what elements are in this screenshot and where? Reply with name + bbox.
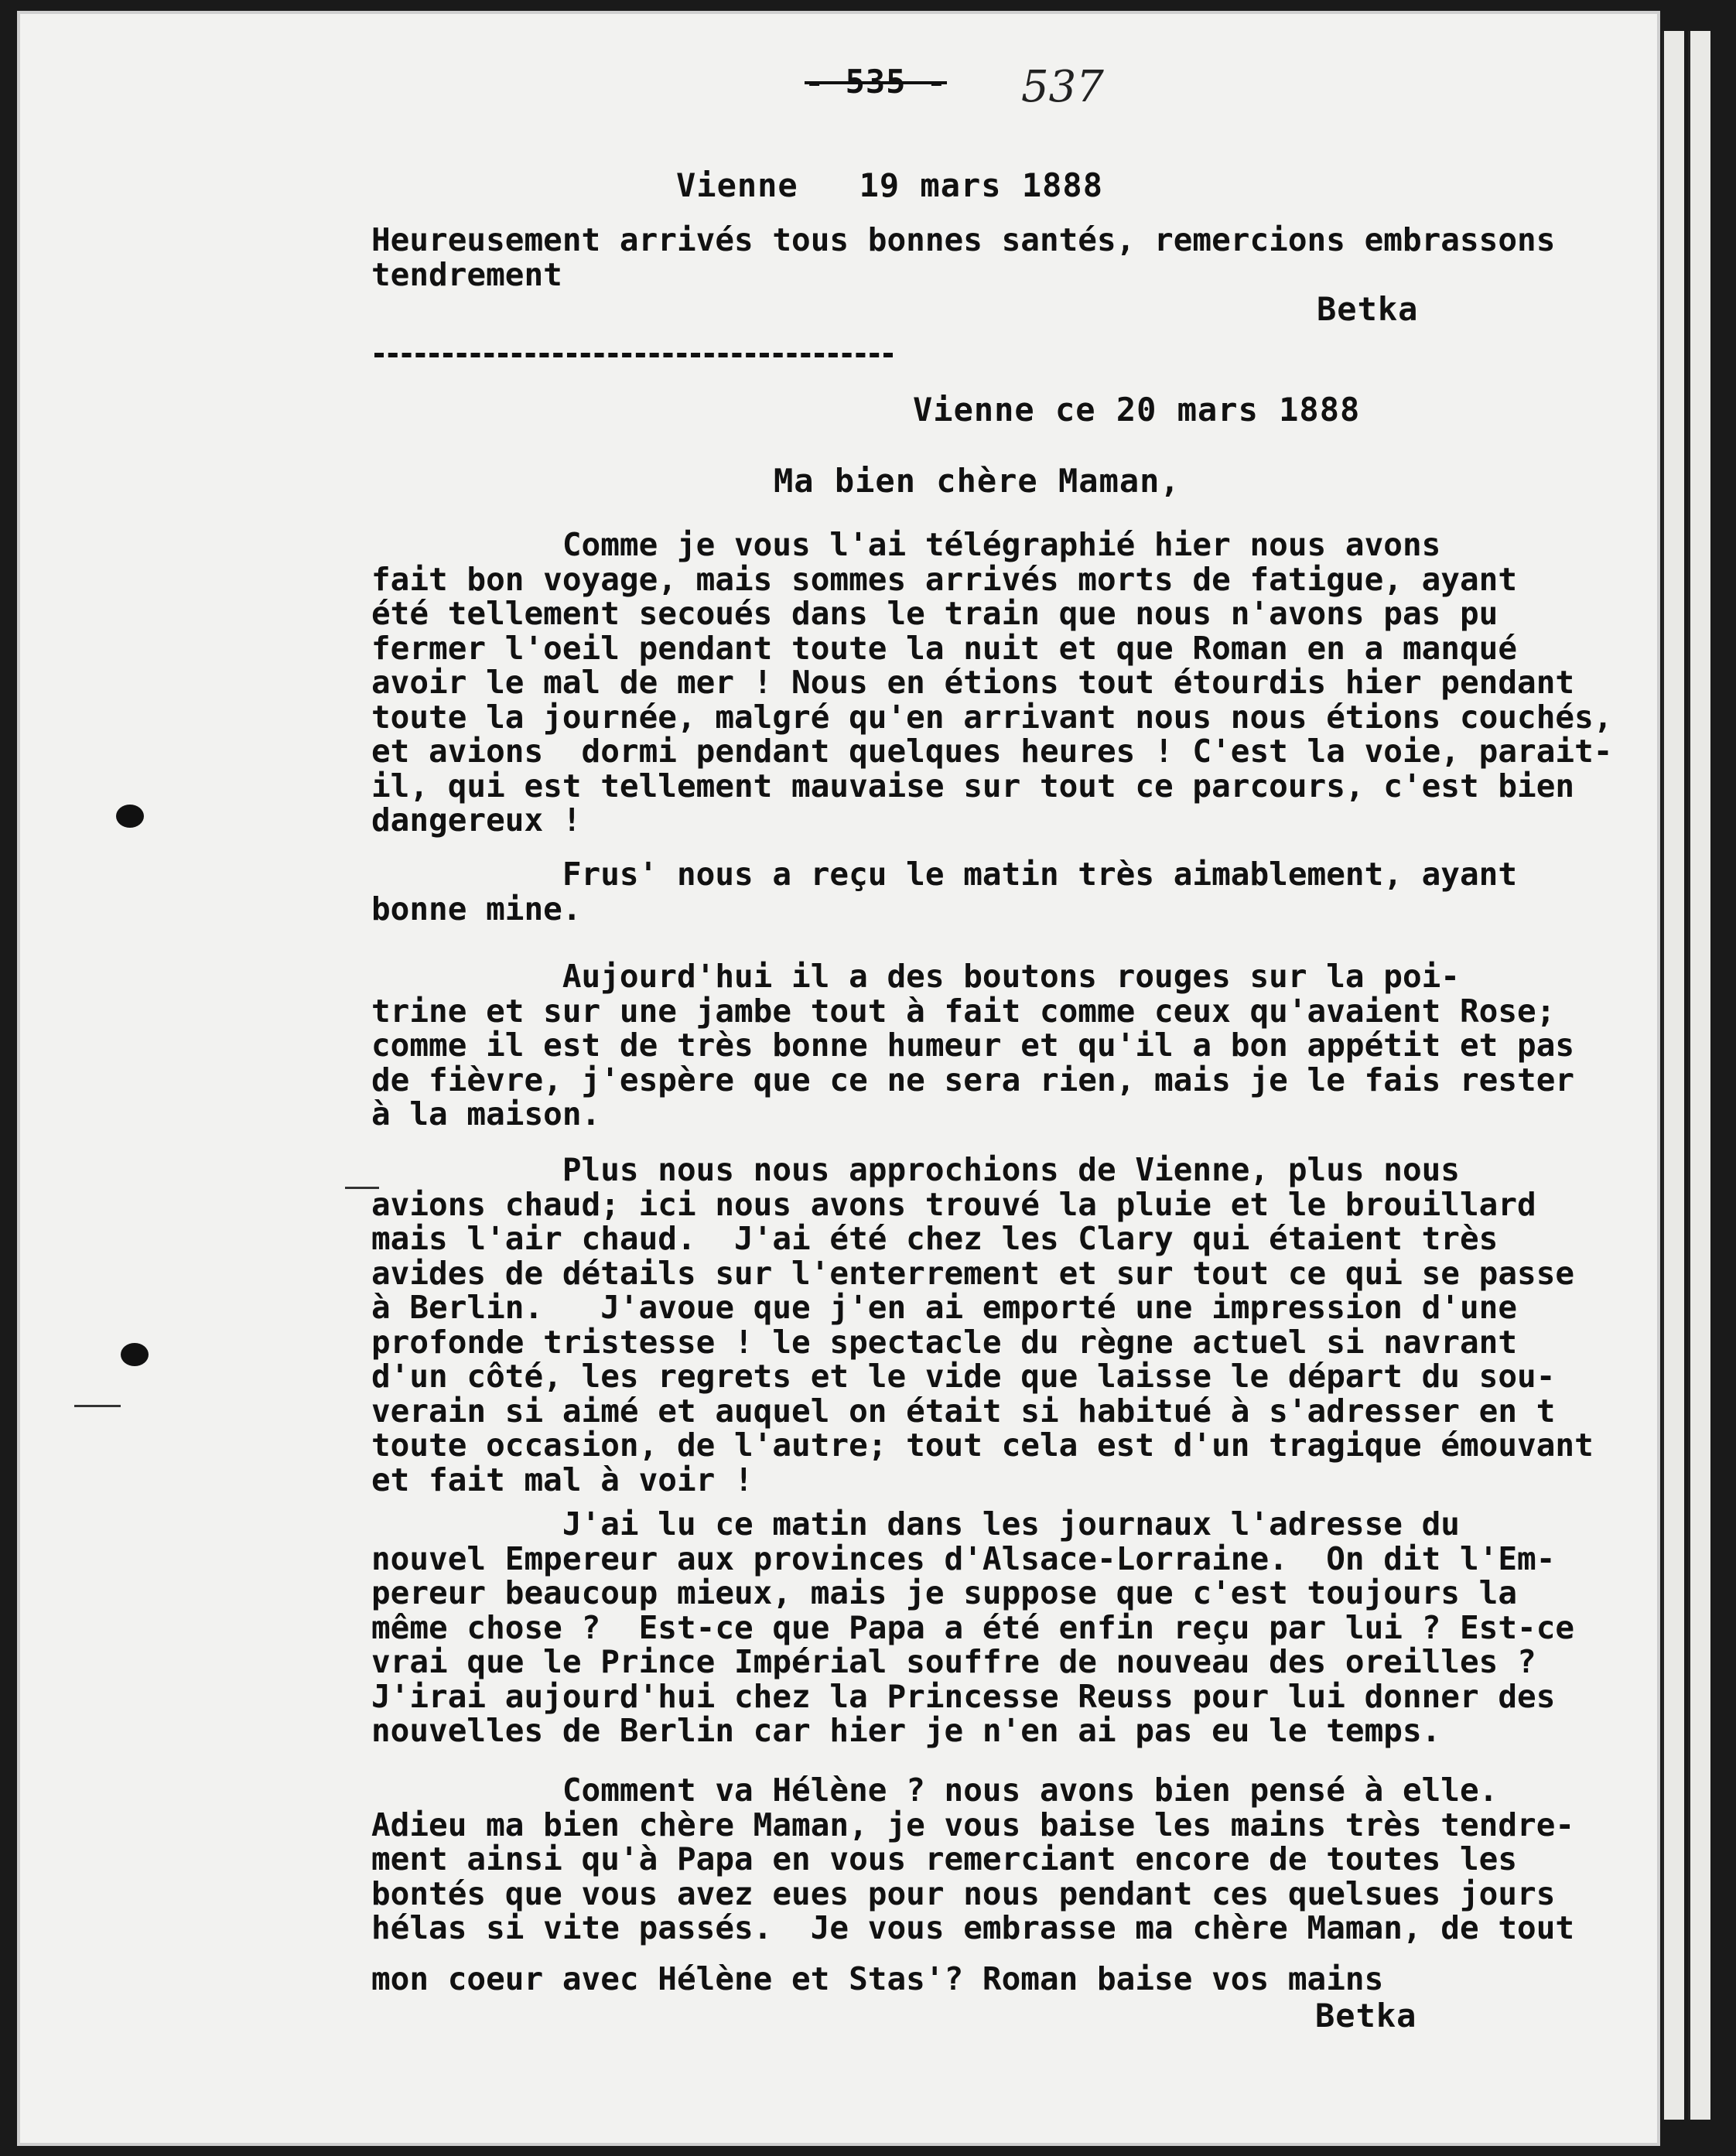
text-line: dangereux ! xyxy=(371,801,582,839)
page-edge xyxy=(1662,31,1684,2120)
text-line: Aujourd'hui il a des boutons rouges sur la poi- xyxy=(371,958,1460,995)
telegram-place-date: Vienne 19 mars 1888 xyxy=(676,166,1104,204)
telegram-signature: Betka xyxy=(1317,290,1419,328)
text-line: profonde tristesse ! le spectacle du règne actuel si navrant xyxy=(371,1323,1518,1361)
text-line: bonne mine. xyxy=(371,890,582,928)
text-line: d'un côté, les regrets et le vide que laisse le départ du sou- xyxy=(371,1358,1556,1395)
letter-salutation: Ma bien chère Maman, xyxy=(774,462,1181,500)
letter-paragraph xyxy=(371,959,1640,1132)
text-line: nouvelles de Berlin car hier je n'en ai pas eu le temps. xyxy=(371,1712,1441,1749)
page-edge xyxy=(1688,31,1710,2120)
letter-paragraph xyxy=(371,1962,1640,1997)
text-line: Frus' nous a reçu le matin très aimablement, ayant xyxy=(371,856,1518,893)
text-line: et avions dormi pendant quelques heures ! C'est la voie, parait- xyxy=(371,733,1613,770)
text-line: verain si aimé et auquel on était si habitué à s'adresser en t xyxy=(371,1392,1556,1430)
telegram-line: tendrement xyxy=(371,255,562,293)
section-divider xyxy=(374,353,893,357)
text-line: pereur beaucoup mieux, mais je suppose que c'est toujours la xyxy=(371,1574,1518,1611)
telegram-line: Heureusement arrivés tous bonnes santés, remercions embrassons xyxy=(371,221,1556,258)
text-line: avoir le mal de mer ! Nous en étions tout étourdis hier pendant xyxy=(371,664,1575,701)
text-line: bontés que vous avez eues pour nous pendant ces quelsues jours xyxy=(371,1874,1556,1912)
letter-paragraph xyxy=(371,1773,1640,1946)
text-line: ment ainsi qu'à Papa en vous remerciant encore de toutes les xyxy=(371,1840,1518,1878)
page-number: - 535 - xyxy=(805,63,948,101)
letter-paragraph xyxy=(371,857,1640,926)
text-line: à la maison. xyxy=(371,1095,601,1133)
letter-paragraph xyxy=(371,1153,1640,1497)
text-line: fermer l'oeil pendant toute la nuit et que Roman en a manqué xyxy=(371,629,1518,667)
text-line: fait bon voyage, mais sommes arrivés morts de fatigue, ayant xyxy=(371,560,1518,598)
text-line: toute occasion, de l'autre; tout cela est d'un tragique émouvant xyxy=(371,1427,1594,1464)
text-line: Adieu ma bien chère Maman, je vous baise les mains très tendre- xyxy=(371,1806,1575,1843)
text-line: avions chaud; ici nous avons trouvé la pluie et le brouillard xyxy=(371,1185,1536,1223)
text-line: J'ai lu ce matin dans les journaux l'adresse du xyxy=(371,1505,1460,1543)
text-line: comme il est de très bonne humeur et qu'il a bon appétit et pas xyxy=(371,1027,1575,1064)
text-line: même chose ? Est-ce que Papa a été enfin reçu par lui ? Est-ce xyxy=(371,1608,1575,1646)
text-line: toute la journée, malgré qu'en arrivant nous nous étions couchés, xyxy=(371,698,1613,736)
text-line: vrai que le Prince Impérial souffre de nouveau des oreilles ? xyxy=(371,1643,1536,1680)
text-line: Comme je vous l'ai télégraphié hier nous avons xyxy=(371,526,1441,563)
text-line: à Berlin. J'avoue que j'en ai emporté une impression d'une xyxy=(371,1289,1518,1326)
telegram-text xyxy=(371,223,1640,292)
text-line: il, qui est tellement mauvaise sur tout ce parcours, c'est bien xyxy=(371,767,1575,805)
text-line: hélas si vite passés. Je vous embrasse ma chère Maman, de tout xyxy=(371,1909,1575,1946)
handwritten-page-number: 537 xyxy=(1021,62,1104,112)
text-line: Plus nous nous approchions de Vienne, plus nous xyxy=(371,1151,1460,1188)
margin-mark xyxy=(74,1405,121,1407)
letter-place-date: Vienne ce 20 mars 1888 xyxy=(913,391,1361,429)
text-line: et fait mal à voir ! xyxy=(371,1461,754,1498)
letter-paragraph xyxy=(371,528,1640,838)
text-line: mon coeur avec Hélène et Stas'? Roman baise vos mains xyxy=(371,1960,1384,1997)
punch-hole xyxy=(116,805,144,828)
text-line: Comment va Hélène ? nous avons bien pensé à elle. xyxy=(371,1772,1498,1809)
letter-signature: Betka xyxy=(1315,1997,1417,2035)
text-line: mais l'air chaud. J'ai été chez les Clary qui étaient très xyxy=(371,1220,1498,1257)
punch-hole xyxy=(121,1343,149,1366)
text-line: de fièvre, j'espère que ce ne sera rien, mais je le fais rester xyxy=(371,1061,1575,1099)
text-line: été tellement secoués dans le train que nous n'avons pas pu xyxy=(371,595,1498,632)
text-line: avides de détails sur l'enterrement et sur tout ce qui se passe xyxy=(371,1254,1575,1292)
text-line: J'irai aujourd'hui chez la Princesse Reuss pour lui donner des xyxy=(371,1677,1556,1715)
text-line: nouvel Empereur aux provinces d'Alsace-Lorraine. On dit l'Em- xyxy=(371,1539,1556,1577)
text-line: trine et sur une jambe tout à fait comme ceux qu'avaient Rose; xyxy=(371,992,1556,1030)
letter-paragraph xyxy=(371,1507,1640,1748)
